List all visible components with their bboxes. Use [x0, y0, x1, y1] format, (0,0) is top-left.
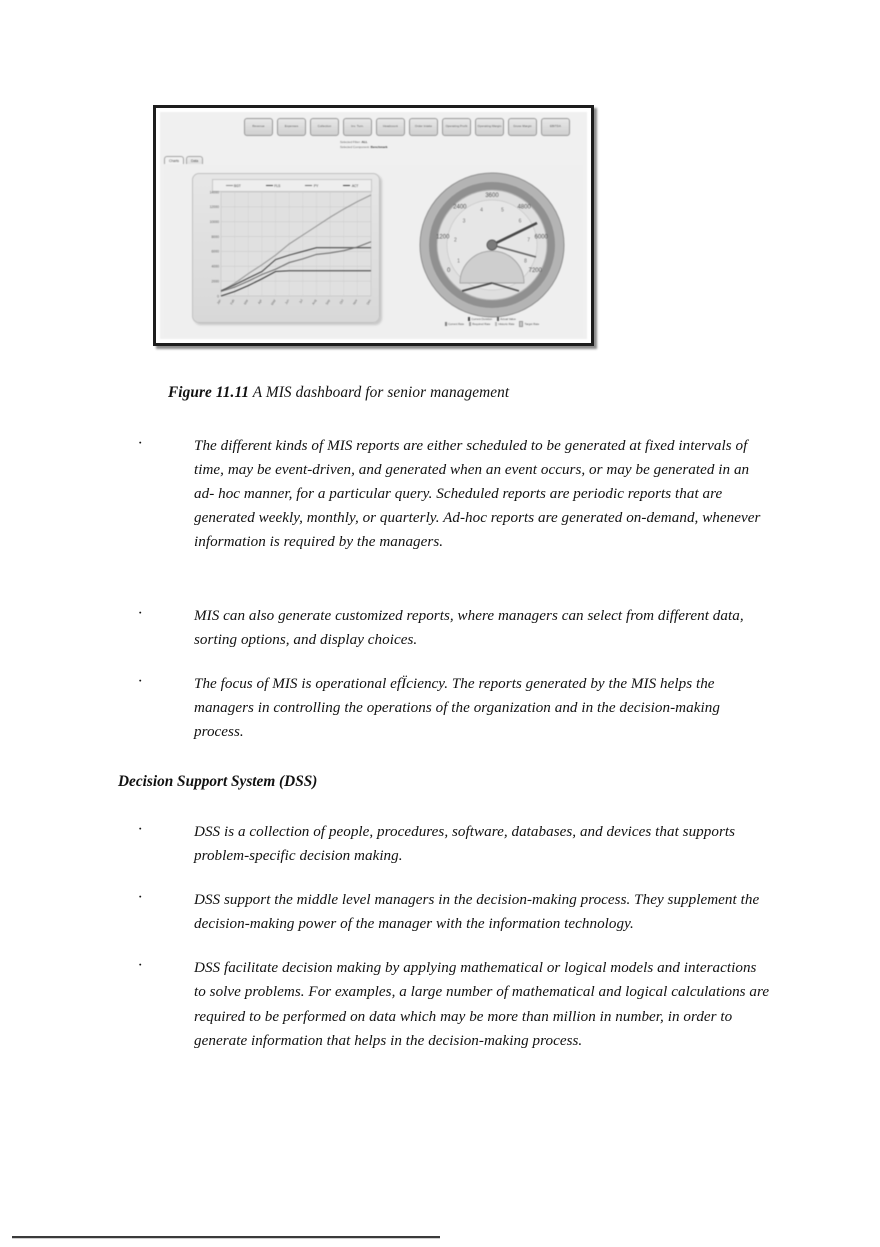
- figure-caption-text: A MIS dashboard for senior management: [252, 384, 510, 401]
- gauge-scale-label: 1200: [436, 234, 450, 241]
- selected-filter-value: ALL: [361, 140, 368, 144]
- gauge-scale-label: 4800: [517, 204, 531, 211]
- gauge-inner-tick-label: 3: [462, 218, 466, 225]
- bullet-list-mis-custom: [131, 604, 771, 764]
- dashboard-tab-data[interactable]: Data: [186, 156, 203, 164]
- y-axis-tick-label: 8000: [211, 234, 219, 239]
- legend-item-py: [305, 184, 318, 188]
- legend-item-fls: [266, 184, 281, 188]
- footer-rule: [12, 1236, 440, 1239]
- gauge-legend-row-2: [402, 321, 582, 327]
- gauge-inner-tick-label: 2: [453, 237, 457, 244]
- x-axis-tick-label: Aug: [311, 298, 318, 306]
- y-axis-tick-label: 0: [217, 294, 219, 299]
- dashboard-metric-button-7[interactable]: Operating Margin: [475, 118, 504, 136]
- gauge-legend-label: Current Duration: [471, 317, 493, 321]
- x-axis-tick-label: Dec: [365, 298, 372, 306]
- figure-image-mis-dashboard: [153, 105, 594, 346]
- legend-label: PY: [313, 183, 319, 188]
- gauge-legend-label: Target Rate: [524, 322, 540, 327]
- bullet-list-dss: [131, 820, 771, 1073]
- x-axis-tick-label: Nov: [352, 298, 359, 306]
- dashboard-tab-charts[interactable]: Charts: [164, 156, 184, 164]
- dashboard-metric-button-0[interactable]: Revenue: [244, 118, 273, 136]
- x-axis-tick-label: Jan: [215, 298, 222, 306]
- gauge-legend-swatch-icon: [519, 321, 523, 327]
- dashboard-metric-button-6[interactable]: Operating Profit: [442, 118, 471, 136]
- selected-component-value: Benchmark: [370, 144, 388, 149]
- gauge-inner-tick-label: 4: [480, 207, 483, 214]
- gauge-scale-label: 7200: [528, 268, 542, 274]
- figure-caption-number: Figure 11.11: [168, 384, 250, 401]
- gauge-legend-item: [495, 321, 514, 327]
- x-axis-tick-label: Sep: [324, 298, 331, 306]
- gauge-legend: [402, 317, 582, 327]
- legend-label: BGT: [234, 183, 241, 188]
- x-axis-tick-label: Jul: [298, 298, 304, 305]
- gauge-legend-item: [469, 321, 490, 327]
- gauge-scale-label: 3600: [485, 193, 499, 199]
- selected-filter-label: Selected Filter:: [340, 140, 361, 144]
- y-axis-tick-label: 10000: [209, 220, 219, 225]
- bullet-mis-0: · The different kinds of MIS reports are either scheduled to be generated at fixed intervals of time, may be event-driven, and generated when an event occurs, or may be generated in an ad- hoc manner, for a particular query. Scheduled reports are periodic reports that are generated weekly, monthly, or quarterly. Ad-hoc reports are generated on-demand, whenever information is required by the managers.: [131, 434, 771, 554]
- gauge-scale-label: 6000: [534, 234, 548, 241]
- x-axis-tick-label: Feb: [229, 298, 236, 306]
- line-chart-card: [192, 173, 380, 323]
- bullet-list-mis-reports: [131, 434, 771, 574]
- gauge-inner-tick-label: 8: [524, 258, 527, 265]
- dashboard-metric-button-8[interactable]: Gross Margin: [508, 118, 537, 136]
- legend-item-act: [343, 184, 358, 188]
- legend-label: FLS: [274, 183, 281, 188]
- gauge-legend-swatch-icon: [445, 322, 447, 326]
- gauge-scale-label: 0: [447, 268, 451, 274]
- legend-swatch-icon: [343, 185, 350, 186]
- bullet-dss-0: · DSS is a collection of people, procedures, software, databases, and devices that supports problem-specific decision making.: [131, 820, 771, 868]
- section-heading-dss: Decision Support System (DSS): [118, 773, 318, 790]
- legend-swatch-icon: [305, 185, 312, 186]
- gauge-legend-label: Actual Value: [500, 317, 516, 321]
- gauge-legend-label: Historic Rate: [498, 322, 515, 327]
- x-axis-tick-label: Mar: [243, 298, 250, 306]
- y-axis-tick-label: 12000: [209, 205, 219, 210]
- dashboard-screenshot: [160, 112, 587, 339]
- legend-swatch-icon: [226, 185, 233, 186]
- gauge-legend-item: [445, 321, 464, 327]
- selected-component-line: [340, 145, 540, 150]
- gauge-legend-swatch-icon: [469, 322, 471, 326]
- bullet-mis-0: · MIS can also generate customized reports, where managers can select from different data, sorting options, and display choices.: [131, 604, 771, 652]
- y-axis-tick-label: 4000: [211, 264, 219, 269]
- bullet-dss-2: · DSS facilitate decision making by applying mathematical or logical models and interactions to solve problems. For examples, a large number of mathematical and logical calculations are required to be performed on data which may be more than million in number, in order to generate information that helps in the decision-making process.: [131, 956, 771, 1052]
- dashboard-toolbar: [244, 118, 584, 136]
- gauge-inner-tick-label: 1: [457, 258, 460, 265]
- gauge-legend-label: Required Rate: [472, 322, 491, 327]
- dashboard-tabs: [164, 156, 203, 164]
- dashboard-filter-summary: [340, 140, 540, 150]
- gauge-inner-tick-label: 7: [527, 237, 531, 244]
- bullet-mis-1: · The focus of MIS is operational efÏciency. The reports generated by the MIS helps the managers in controlling the operations of the organization and in the decision-making process.: [131, 672, 771, 744]
- dashboard-metric-button-5[interactable]: Order Intake: [409, 118, 438, 136]
- x-axis-tick-label: Jun: [284, 298, 291, 306]
- gauge-legend-swatch-icon: [495, 322, 497, 326]
- x-axis-tick-label: Apr: [256, 298, 263, 305]
- x-axis-tick-label: May: [270, 298, 277, 306]
- bullet-dss-1: · DSS support the middle level managers in the decision-making process. They supplement the decision-making power of the manager with the information technology.: [131, 888, 771, 936]
- dashboard-metric-button-2[interactable]: Collection: [310, 118, 339, 136]
- dashboard-metric-button-1[interactable]: Expenses: [277, 118, 306, 136]
- dashboard-metric-button-3[interactable]: Inv. Turn.: [343, 118, 372, 136]
- gauge-dial: [418, 171, 566, 319]
- legend-swatch-icon: [266, 185, 273, 186]
- gauge-inner-tick-label: 5: [501, 207, 504, 214]
- gauge-widget: [418, 171, 566, 319]
- gauge-inner-tick-label: 6: [518, 218, 522, 225]
- dashboard-panel: [164, 165, 583, 337]
- gauge-legend-item: [519, 321, 539, 327]
- y-axis-tick-label: 14000: [209, 190, 219, 195]
- y-axis-tick-label: 2000: [211, 279, 219, 284]
- y-axis-tick-label: 6000: [211, 249, 219, 254]
- gauge-legend-label: Current Rate: [448, 322, 465, 327]
- legend-label: ACT: [351, 183, 359, 188]
- figure-caption: [168, 384, 768, 402]
- dashboard-metric-button-4[interactable]: Headcount: [376, 118, 405, 136]
- legend-item-bgt: [226, 184, 241, 188]
- dashboard-metric-button-9[interactable]: EBITDA: [541, 118, 570, 136]
- x-axis-tick-label: Oct: [338, 298, 345, 305]
- selected-component-label: Selected Component:: [340, 144, 370, 149]
- line-chart-plot: [193, 188, 379, 322]
- gauge-scale-label: 2400: [453, 204, 467, 211]
